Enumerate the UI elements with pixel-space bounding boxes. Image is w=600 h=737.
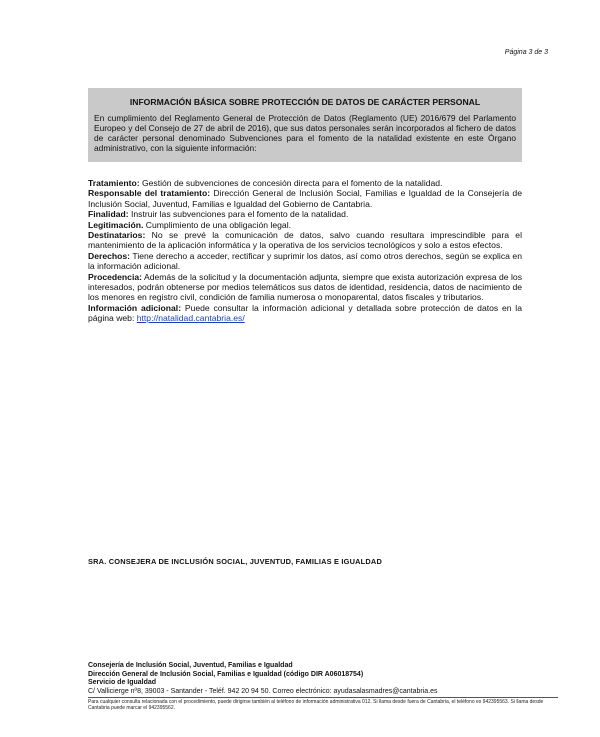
info-responsable [88, 188, 522, 209]
footer-address: C/ Vallicierge nº8, 39003 - Santander - Teléf. 942 20 94 50. Correo electrónico: ayudasalasmadres@cantabria.es [88, 687, 438, 695]
finalidad-text: Instruir las subvenciones para el fomento de la natalidad. [128, 209, 349, 220]
procedencia-label: Procedencia: [88, 271, 142, 282]
legitimacion-label: Legitimación. [88, 219, 144, 230]
page-number: Página 3 de 3 [504, 49, 548, 56]
procedencia-text: Además de la solicitud y la documentación adjunta, siempre que exista autorización expresa de los interesados, podrán obtenerse por medios telemáticos sus datos de identidad, residencia, datos de nacimiento de los menores en registro civil, condición de familia numerosa o monoparental, datos fiscales y tributarios. [88, 271, 522, 303]
addressee: SRA. CONSEJERA DE INCLUSIÓN SOCIAL, JUVENTUD, FAMILIAS E IGUALDAD [88, 557, 383, 566]
data-protection-box [88, 88, 522, 162]
responsable-text: Dirección General de Inclusión Social, Familias e Igualdad de la Consejería de Inclusión Social, Juventud, Familias e Igualdad del Gobierno de Cantabria. [88, 188, 522, 209]
derechos-text: Tiene derecho a acceder, rectificar y suprimir los datos, así como otros derechos, según se explica en la información adicional. [88, 250, 522, 272]
finalidad-label: Finalidad: [88, 209, 129, 220]
footer-fine-print: Para cualquier consulta relacionada con el procedimiento, puede dirigirse también al teléfono de información administrativa 012. Si llama desde fuera de Cantabria, el teléfono es 942395563. Si llama desde Cantabria puede marcar el 942395562. [88, 699, 544, 712]
footer-direccion: Dirección General de Inclusión Social, Familias e Igualdad (código DIR A06018754) [88, 670, 364, 678]
footer-servicio: Servicio de Igualdad [88, 679, 157, 687]
tratamiento-label: Tratamiento: [88, 178, 140, 188]
box-title: INFORMACIÓN BÁSICA SOBRE PROTECCIÓN DE DATOS DE CARÁCTER PERSONAL [129, 97, 481, 107]
footer [88, 662, 558, 696]
responsable-label: Responsable del tratamiento: [88, 188, 211, 199]
adicional-text: Puede consultar la información adicional y detallada sobre protección de datos en la página web: [88, 302, 522, 324]
destinatarios-label: Destinatarios: [88, 230, 146, 241]
destinatarios-text: No se prevé la comunicación de datos, salvo cuando resultara imprescindible para el mantenimiento de la aplicación informática y la operativa de los servicios tecnológicos y solo a estos efectos. [88, 230, 522, 251]
info-legitimacion [88, 220, 522, 230]
derechos-label: Derechos: [88, 250, 131, 261]
legitimacion-text: Cumplimiento de una obligación legal. [143, 219, 292, 230]
info-adicional [88, 303, 522, 324]
tratamiento-text: Gestión de subvenciones de concesión directa para el fomento de la natalidad. [139, 178, 443, 188]
footer-divider [88, 697, 558, 698]
info-tratamiento [88, 178, 522, 188]
info-finalidad [88, 209, 522, 219]
natalidad-link[interactable]: http://natalidad.cantabria.es/ [136, 313, 245, 324]
info-destinatarios [88, 230, 522, 251]
box-text: En cumplimiento del Reglamento General de Protección de Datos (Reglamento (UE) 2016/679 del Parlamento Europeo y del Consejo de 27 de abril de 2016), que sus datos personales serán incorporados al fichero de datos de carácter personal denominado Subvenciones para el fomento de la natalidad existente en este Órgano administrativo, con la siguiente información: [94, 113, 516, 153]
data-protection-info [88, 178, 522, 324]
info-procedencia [88, 272, 522, 303]
footer-consejeria: Consejería de Inclusión Social, Juventud, Familias e Igualdad [88, 662, 293, 669]
adicional-label: Información adicional: [88, 302, 182, 313]
info-derechos [88, 251, 522, 272]
